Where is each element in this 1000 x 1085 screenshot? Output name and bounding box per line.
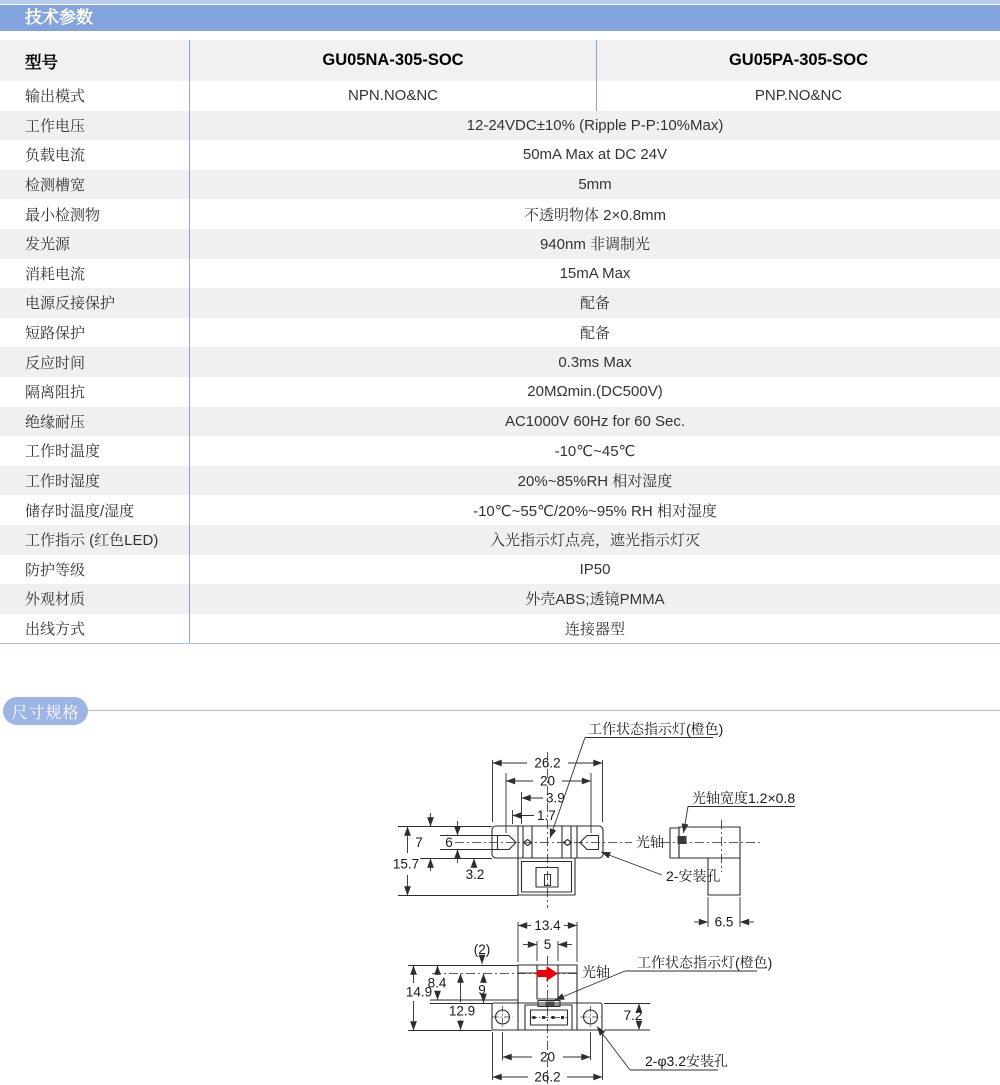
spec-label: 工作电压 <box>25 117 86 135</box>
spec-value: 0.3ms Max <box>189 347 1000 377</box>
optical-axis-label-top: 光轴 <box>582 964 610 980</box>
spec-value: 15mA Max <box>189 259 1000 289</box>
pin <box>561 1016 564 1019</box>
spec-value: 配备 <box>189 318 1000 348</box>
spec-label: 输出模式 <box>25 88 86 106</box>
spec-label: 工作时湿度 <box>25 473 101 491</box>
optical-axis-arrow <box>537 966 559 981</box>
table-header-row <box>0 40 1000 81</box>
dim-overall-width: 26.2 <box>534 755 561 771</box>
spec-label: 隔离阻抗 <box>25 384 86 402</box>
dims-section-title: 尺寸规格 <box>11 704 80 722</box>
table-row <box>0 407 1000 437</box>
tech-params-title: 技术参数 <box>25 8 93 27</box>
optical-window <box>678 836 687 844</box>
spec-value: IP50 <box>189 555 1000 585</box>
indicator-label-top: 工作状态指示灯(橙色) <box>637 954 773 971</box>
dim-total-height: 14.9 <box>405 984 433 1000</box>
table-row <box>0 584 1000 614</box>
spec-label: 出线方式 <box>25 620 86 638</box>
dim-head-width: 13.4 <box>534 918 561 933</box>
table-row <box>0 495 1000 525</box>
dim-offset-17: 1.7 <box>537 808 556 823</box>
spec-value: 5mm <box>189 170 1000 200</box>
table-row <box>0 81 1000 111</box>
table-row <box>0 525 1000 555</box>
table-row <box>0 288 1000 318</box>
spec-label: 电源反接保护 <box>25 295 116 313</box>
spec-value: 连接器型 <box>189 614 1000 644</box>
dim-axis-to-bottom: 12.9 <box>448 1003 476 1019</box>
top-divider-strip <box>0 0 1000 4</box>
spec-value: 12-24VDC±10% (Ripple P-P:10%Max) <box>189 111 1000 141</box>
dim-hole-height: 6 <box>445 835 453 850</box>
dim-overall-width-top: 26.2 <box>534 1069 561 1085</box>
spec-value: 940nm 非调制光 <box>189 229 1000 259</box>
spec-label: 储存时温度/湿度 <box>25 502 135 520</box>
dim-axis-to-base: 9 <box>478 982 486 998</box>
spec-value: 50mA Max at DC 24V <box>189 140 1000 170</box>
front-view <box>393 721 762 908</box>
connector-block <box>518 858 575 895</box>
table-row <box>0 436 1000 466</box>
spec-value: PNP.NO&NC <box>596 81 1000 111</box>
pin <box>552 1016 555 1019</box>
optical-axis-label: 光轴 <box>636 834 664 850</box>
model-name-pnp: GU05PA-305-SOC <box>596 40 1000 81</box>
table-row <box>0 614 1000 644</box>
model-header-cell: 型号 <box>25 53 58 72</box>
dim-slot-width: 5 <box>543 937 552 952</box>
dim-overall-height: 15.7 <box>392 856 420 872</box>
spec-value: 入光指示灯点亮，遮光指示灯灭 <box>189 525 1000 555</box>
pin <box>533 1016 536 1019</box>
spec-value: 外壳ABS;透镜PMMA <box>189 584 1000 614</box>
table-row <box>0 377 1000 407</box>
side-view <box>670 790 795 930</box>
table-row <box>0 199 1000 229</box>
dim-depth: 6.5 <box>714 914 734 930</box>
indicator-leader <box>550 738 585 839</box>
spec-label: 负载电流 <box>25 147 86 165</box>
table-row <box>0 555 1000 585</box>
spec-label: 反应时间 <box>25 354 86 372</box>
pin <box>542 1016 545 1019</box>
spec-label: 绝缘耐压 <box>25 413 86 431</box>
table-row <box>0 318 1000 348</box>
spec-value: NPN.NO&NC <box>189 81 596 111</box>
spec-label: 外观材质 <box>25 591 86 609</box>
spec-label: 工作指示 (红色LED) <box>25 532 159 550</box>
table-row <box>0 466 1000 496</box>
spec-label: 短路保护 <box>25 325 86 343</box>
dim-hole-span-top: 20 <box>539 1049 556 1065</box>
tech-params-table <box>0 40 1000 644</box>
table-row <box>0 140 1000 170</box>
indicator-label: 工作状态指示灯(橙色) <box>588 721 724 737</box>
dim-hole-span: 20 <box>539 773 556 789</box>
spec-value: -10℃~55℃/20%~95% RH 相对湿度 <box>189 495 1000 525</box>
top-view <box>406 918 772 1085</box>
spec-value: 20MΩmin.(DC500V) <box>189 377 1000 407</box>
spec-value: 20%~85%RH 相对湿度 <box>189 466 1000 496</box>
dim-offset-39: 3.9 <box>546 790 565 806</box>
status-led <box>546 1002 555 1007</box>
dim-bar-height-top: 7.2 <box>623 1008 643 1023</box>
spec-value: 不透明物体 2×0.8mm <box>189 199 1000 229</box>
spec-label: 最小检测物 <box>25 206 101 224</box>
spec-label: 工作时温度 <box>25 443 101 461</box>
spec-label: 发光源 <box>25 236 71 254</box>
dim-slot-depth: 8.4 <box>427 975 447 991</box>
dimension-drawing <box>0 690 1000 1085</box>
dim-bar-height: 7 <box>415 835 423 850</box>
spec-value: -10℃~45℃ <box>189 436 1000 466</box>
axis-width-label: 光轴宽度1.2×0.8 <box>692 790 796 806</box>
dim-axis-offset: 3.2 <box>465 867 485 882</box>
spec-label: 防护等级 <box>25 561 86 579</box>
dim-ref-2: (2) <box>473 942 491 957</box>
spec-label: 检测槽宽 <box>25 177 86 195</box>
spec-label: 消耗电流 <box>25 265 86 283</box>
tech-params-header-bar <box>0 5 1000 31</box>
spec-value: 配备 <box>189 288 1000 318</box>
table-row <box>0 347 1000 377</box>
table-row <box>0 111 1000 141</box>
mounting-holes-label-top: 2-φ3.2安装孔 <box>645 1053 728 1069</box>
table-row <box>0 170 1000 200</box>
table-row <box>0 229 1000 259</box>
table-row <box>0 259 1000 289</box>
model-name-npn: GU05NA-305-SOC <box>189 40 596 81</box>
mounting-holes-label: 2-安装孔 <box>666 868 721 884</box>
spec-value: AC1000V 60Hz for 60 Sec. <box>189 407 1000 437</box>
